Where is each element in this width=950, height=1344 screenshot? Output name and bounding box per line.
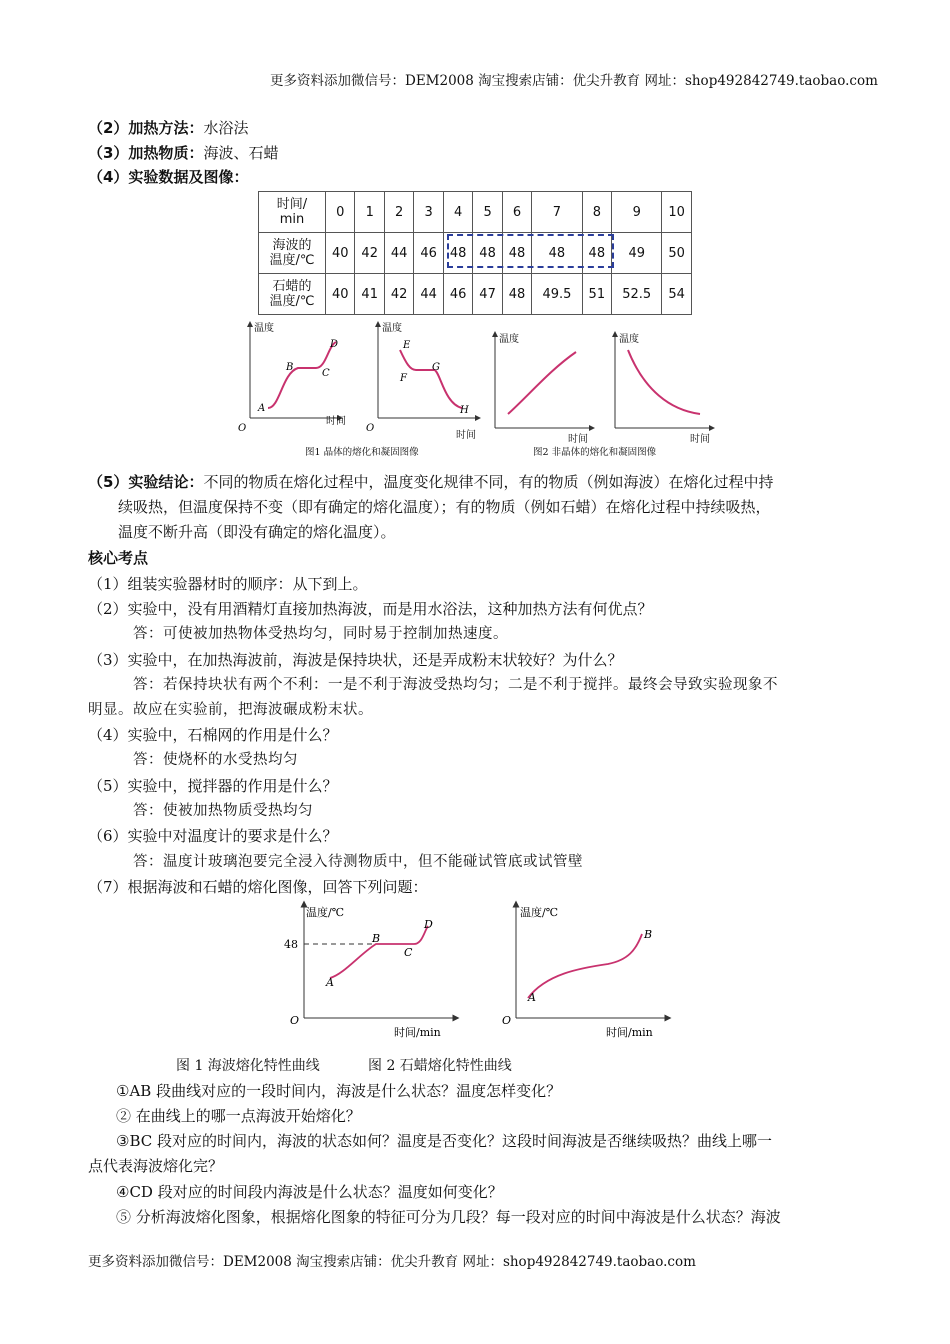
table-header-cell: 4 xyxy=(443,192,472,233)
table-cell: 49 xyxy=(612,233,662,274)
table-cell: 48 xyxy=(502,233,531,274)
shila-point-b: B xyxy=(644,928,653,941)
table-cell: 40 xyxy=(326,274,355,315)
table-cell: 48 xyxy=(502,274,531,315)
table-cell: 41 xyxy=(355,274,384,315)
small-time-label-4: 时间 xyxy=(690,434,710,445)
mark-48: 48 xyxy=(284,938,298,951)
point-a: A xyxy=(258,403,266,414)
haibo-origin: O xyxy=(290,1014,300,1027)
table-cell: 48 xyxy=(582,233,611,274)
origin-2: O xyxy=(366,423,375,434)
table-header-cell: 5 xyxy=(473,192,502,233)
graph-crystal-melting xyxy=(238,321,340,434)
solidifying-curve xyxy=(400,350,462,408)
table-cell: 48 xyxy=(443,233,472,274)
axis-temp-4: 温度 xyxy=(619,334,639,345)
core-title: 核心考点 xyxy=(88,549,149,567)
q6: （6）实验中对温度计的要求是什么？ xyxy=(88,827,338,845)
point-d: D xyxy=(330,339,339,350)
sub-q3-line-1: ③BC 段对应的时间内，海波的状态如何？温度是否变化？这段时间海波是否继续吸热？曲线上哪一 xyxy=(116,1132,772,1150)
a6: 答：温度计玻璃泡要完全浸入待测物质中，但不能碰试管底或试管壁 xyxy=(133,854,583,870)
haibo-point-c: C xyxy=(404,946,413,959)
table-header-cell: 7 xyxy=(532,192,582,233)
fig2-caption: 图2 非晶体的熔化和凝固图像 xyxy=(533,447,657,458)
table-cell: 46 xyxy=(443,274,472,315)
table-row-label: 海波的 温度/℃ xyxy=(259,233,326,274)
table-header-row xyxy=(259,192,692,233)
table-header-cell: 3 xyxy=(414,192,443,233)
a4: 答：使烧杯的水受热均匀 xyxy=(133,752,298,768)
table-header-cell: 6 xyxy=(502,192,531,233)
point-g: G xyxy=(432,362,440,373)
noncrystal-solidifying-curve xyxy=(628,350,700,414)
axis-temp-2: 温度 xyxy=(382,323,402,334)
table-cell: 50 xyxy=(662,233,692,274)
page-footer: 更多资料添加微信号：DEM2008 淘宝搜索店铺：优尖升教育 网址：shop492842749.taobao.com xyxy=(88,1254,696,1270)
table-cell: 46 xyxy=(414,233,443,274)
table-row-label: 石蜡的 温度/℃ xyxy=(259,274,326,315)
table-cell: 47 xyxy=(473,274,502,315)
big-caption-1: 图 1 海波熔化特性曲线 xyxy=(176,1058,320,1074)
point-b: B xyxy=(286,362,294,373)
shila-origin: O xyxy=(502,1014,512,1027)
q1: （1）组装实验器材时的顺序：从下到上。 xyxy=(88,575,368,593)
table-cell: 52.5 xyxy=(612,274,662,315)
table-header-cell: 8 xyxy=(582,192,611,233)
small-time-label-3: 时间 xyxy=(568,434,588,445)
small-time-label-2b: 时间 xyxy=(456,430,476,441)
table-header-label: 时间/ min xyxy=(259,192,326,233)
origin-1: O xyxy=(238,423,247,434)
constant-temp-highlight xyxy=(447,234,614,268)
big-caption-2: 图 2 石蜡熔化特性曲线 xyxy=(368,1058,512,1074)
sub-q5: ⑤ 分析海波熔化图象，根据熔化图象的特征可分为几段？每一段对应的时间中海波是什么状态？海波 xyxy=(116,1208,781,1226)
page-header: 更多资料添加微信号：DEM2008 淘宝搜索店铺：优尖升教育 网址：shop492842749.taobao.com xyxy=(270,73,878,89)
shila-xlabel: 时间/min xyxy=(606,1026,653,1038)
table-header-cell: 1 xyxy=(355,192,384,233)
point-h: H xyxy=(460,405,469,416)
haibo-point-b: B xyxy=(372,932,381,945)
table-cell: 48 xyxy=(473,233,502,274)
table-cell: 40 xyxy=(326,233,355,274)
haibo-ylabel: 温度/℃ xyxy=(306,906,345,919)
sub-q3-line-2: 点代表海波熔化完？ xyxy=(88,1157,224,1175)
data-heading: （4）实验数据及图像： xyxy=(88,168,249,186)
table-header-cell: 10 xyxy=(662,192,692,233)
table-cell: 44 xyxy=(414,274,443,315)
point-e: E xyxy=(403,340,411,351)
conclusion-line-3: 温度不断升高（即没有确定的熔化温度）。 xyxy=(118,523,396,541)
point-f: F xyxy=(400,373,407,384)
a2: 答：可使被加热物体受热均匀，同时易于控制加热速度。 xyxy=(133,626,508,642)
table-cell: 48 xyxy=(532,233,582,274)
table-cell: 42 xyxy=(384,274,413,315)
q5: （5）实验中，搅拌器的作用是什么？ xyxy=(88,777,338,795)
melting-curve-graphs xyxy=(280,898,680,1038)
axis-temp-1: 温度 xyxy=(254,323,274,334)
point-c: C xyxy=(322,368,330,379)
table-header-cell: 9 xyxy=(612,192,662,233)
shila-point-a: A xyxy=(528,991,536,1004)
table-row-shila xyxy=(259,274,692,315)
haibo-point-a: A xyxy=(326,976,334,989)
q2: （2）实验中，没有用酒精灯直接加热海波，而是用水浴法，这种加热方法有何优点？ xyxy=(88,600,653,618)
sub-q1: ①AB 段曲线对应的一段时间内，海波是什么状态？温度怎样变化？ xyxy=(116,1082,562,1100)
axis-temp-3: 温度 xyxy=(499,334,519,345)
table-header-cell: 0 xyxy=(326,192,355,233)
a3-line-1: 答：若保持块状有两个不利：一是不利于海波受热均匀；二是不利于搅拌。最终会导致实验现象不 xyxy=(133,677,778,693)
heat-method-line: （2）加热方法：水浴法 xyxy=(88,119,249,137)
shila-ylabel: 温度/℃ xyxy=(520,906,559,919)
graph-crystal-solidifying xyxy=(366,321,478,434)
table-cell: 42 xyxy=(355,233,384,274)
sub-q2: ② 在曲线上的哪一点海波开始熔化？ xyxy=(116,1107,361,1125)
fig1-caption: 图1 晶体的熔化和凝固图像 xyxy=(305,447,419,458)
conclusion-line-2: 续吸热，但温度保持不变（即有确定的熔化温度）；有的物质（例如石蜡）在熔化过程中持续吸热， xyxy=(118,498,771,516)
table-cell: 44 xyxy=(384,233,413,274)
noncrystal-melting-curve xyxy=(508,352,576,414)
sub-q4: ④CD 段对应的时间段内海波是什么状态？温度如何变化？ xyxy=(116,1183,503,1201)
graph-noncrystal-solidifying xyxy=(615,332,712,428)
a3-line-2: 明显。故应在实验前，把海波碾成粉末状。 xyxy=(88,702,373,718)
table-cell: 54 xyxy=(662,274,692,315)
heat-substance-line: （3）加热物质：海波、石蜡 xyxy=(88,144,279,162)
haibo-xlabel: 时间/min xyxy=(394,1026,441,1038)
graph-shila xyxy=(502,904,668,1038)
graph-noncrystal-melting xyxy=(495,332,592,428)
graph-haibo xyxy=(284,904,456,1038)
q3: （3）实验中，在加热海波前，海波是保持块状，还是弄成粉末状较好？为什么？ xyxy=(88,651,623,669)
shila-curve xyxy=(528,934,642,998)
q7: （7）根据海波和石蜡的熔化图像，回答下列问题： xyxy=(88,878,428,896)
a5: 答：使被加热物质受热均匀 xyxy=(133,803,313,819)
conclusion-line-1: （5）实验结论：不同的物质在熔化过程中，温度变化规律不同，有的物质（例如海波）在熔化过程中持 xyxy=(88,473,774,491)
table-header-cell: 2 xyxy=(384,192,413,233)
table-cell: 51 xyxy=(582,274,611,315)
q4: （4）实验中，石棉网的作用是什么？ xyxy=(88,726,338,744)
small-time-label-2: 时间 xyxy=(326,416,346,427)
table-cell: 49.5 xyxy=(532,274,582,315)
haibo-point-d: D xyxy=(424,918,433,931)
